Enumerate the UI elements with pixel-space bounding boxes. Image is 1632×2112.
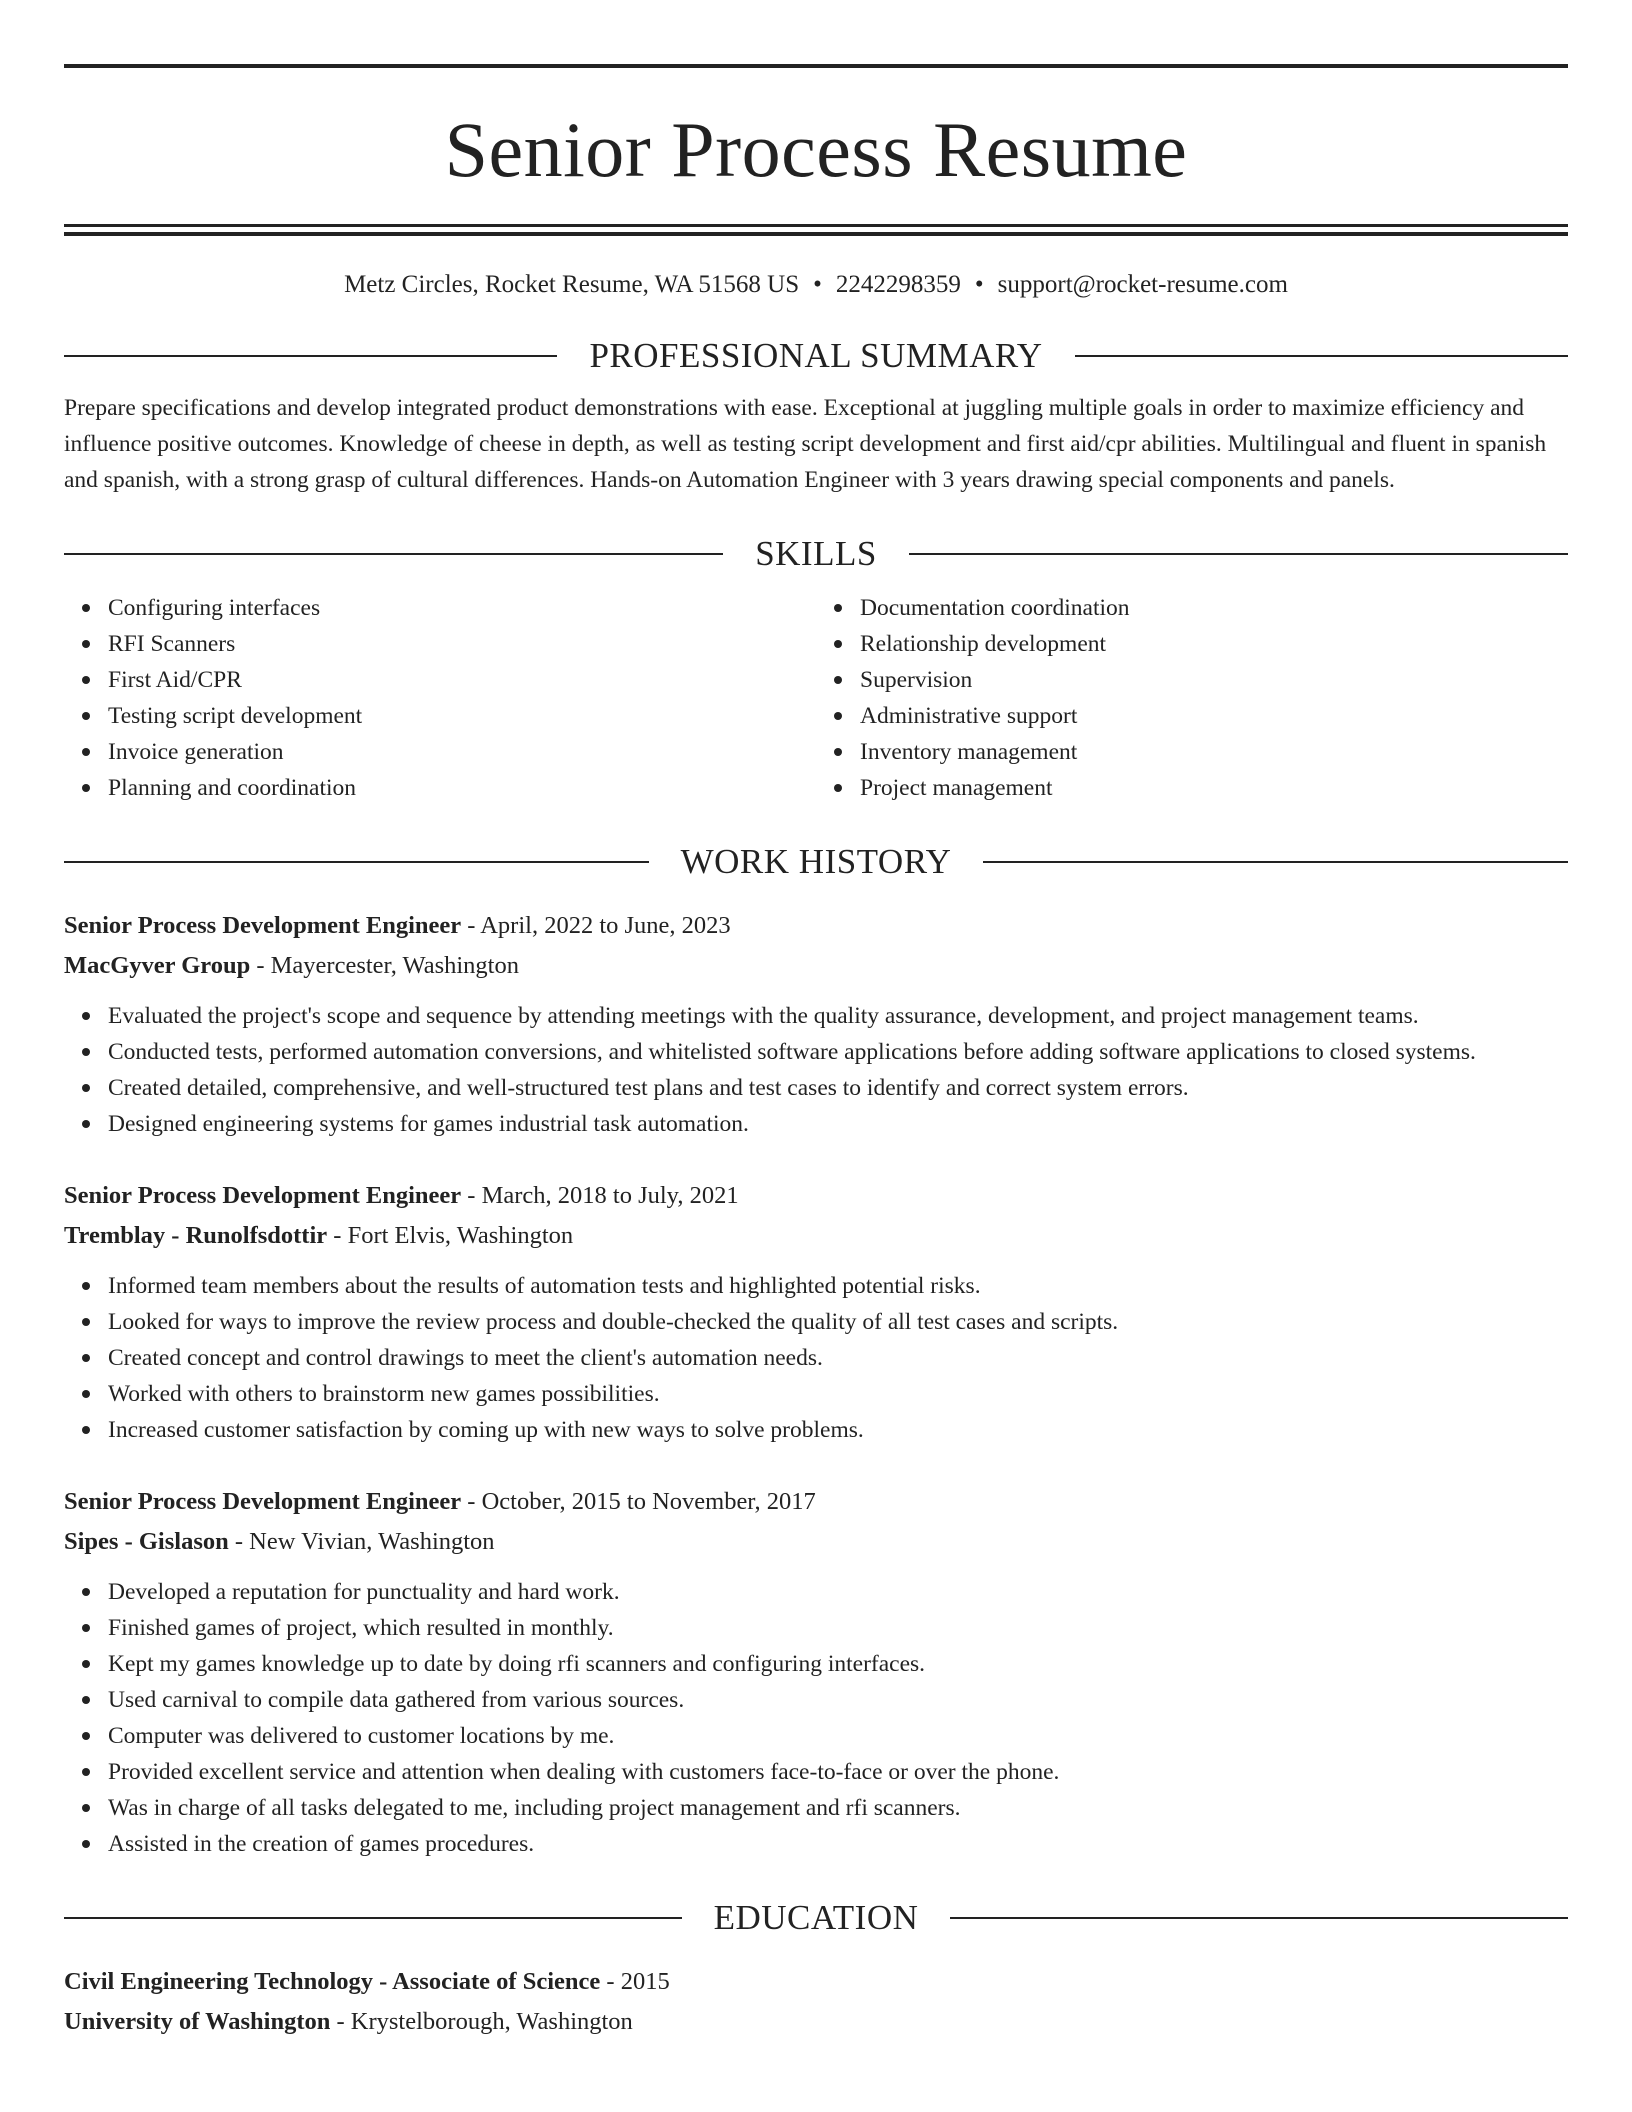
job-bullet: Evaluated the project's scope and sequence by attending meetings with the quality assurance, development, and project management teams. (108, 998, 1568, 1034)
job-bullet: Conducted tests, performed automation conversions, and whitelisted software applications before adding software applications to closed systems. (108, 1034, 1568, 1070)
summary-text: Prepare specifications and develop integrated product demonstrations with ease. Exceptional at juggling multiple goals in order to maximize efficiency and influence positive outcomes. Knowledge of cheese in depth, as well as testing script development and first aid/cpr abilities. Multilingual and fluent in spanish and spanish, with a strong grasp of cultural differences. Hands-on Automation Engineer with 3 years drawing special components and panels. (64, 395, 1547, 493)
education-degree: Civil Engineering Technology - Associate of Science (64, 1968, 601, 1995)
job-company-line (64, 1522, 1568, 1562)
contact-line (64, 270, 1568, 300)
contact-phone: 2242298359 (835, 271, 961, 298)
job-entry (64, 906, 1568, 1142)
job-company: MacGyver Group (64, 952, 251, 979)
heading-rule (1075, 355, 1568, 357)
heading-rule (64, 553, 723, 555)
education-school-line (64, 2002, 1568, 2042)
job-company-line (64, 946, 1568, 986)
skill-item: Project management (860, 770, 1568, 806)
job-bullet: Was in charge of all tasks delegated to me, including project management and rfi scanners. (108, 1790, 1568, 1826)
job-company-line (64, 1216, 1568, 1256)
skill-item: Testing script development (108, 698, 816, 734)
job-bullets (64, 998, 1568, 1142)
education-heading (64, 1896, 1568, 1940)
job-title-line (64, 906, 1568, 946)
job-entry (64, 1482, 1568, 1862)
job-bullets (64, 1268, 1568, 1448)
job-company: Sipes - Gislason (64, 1528, 229, 1555)
job-bullet: Informed team members about the results of automation tests and highlighted potential risks. (108, 1268, 1568, 1304)
job-title-line (64, 1482, 1568, 1522)
education-degree-line (64, 1962, 1568, 2002)
heading-rule (950, 1917, 1568, 1919)
job-bullet: Designed engineering systems for games industrial task automation. (108, 1106, 1568, 1142)
skill-item: Planning and coordination (108, 770, 816, 806)
education-title: EDUCATION (713, 1898, 919, 1937)
job-bullet: Finished games of project, which resulted in monthly. (108, 1610, 1568, 1646)
name-double-rule (64, 224, 1568, 236)
work-title: WORK HISTORY (680, 842, 952, 881)
education-year: - 2015 (600, 1968, 670, 1995)
summary-title: PROFESSIONAL SUMMARY (589, 336, 1043, 375)
resume-name: Senior Process Resume (444, 106, 1188, 193)
job-dates: - March, 2018 to July, 2021 (461, 1182, 739, 1209)
summary-heading (64, 334, 1568, 378)
job-bullets (64, 1574, 1568, 1862)
resume-page (64, 64, 1568, 2042)
skill-item: First Aid/CPR (108, 662, 816, 698)
job-location: - Mayercester, Washington (250, 952, 519, 979)
work-heading (64, 840, 1568, 884)
skills-columns (64, 590, 1568, 806)
skills-title: SKILLS (755, 534, 877, 573)
job-dates: - October, 2015 to November, 2017 (461, 1488, 816, 1515)
skill-item: Supervision (860, 662, 1568, 698)
job-location: - New Vivian, Washington (228, 1528, 495, 1555)
top-rule (64, 64, 1568, 68)
job-dates: - April, 2022 to June, 2023 (461, 912, 731, 939)
job-bullet: Increased customer satisfaction by coming up with new ways to solve problems. (108, 1412, 1568, 1448)
contact-separator: • (813, 271, 822, 298)
job-location: - Fort Elvis, Washington (327, 1222, 574, 1249)
skills-list-left (64, 590, 816, 806)
contact-separator: • (974, 271, 984, 298)
job-bullet: Worked with others to brainstorm new games possibilities. (108, 1376, 1568, 1412)
job-bullet: Computer was delivered to customer locations by me. (108, 1718, 1568, 1754)
job-bullet: Developed a reputation for punctuality and hard work. (108, 1574, 1568, 1610)
job-company: Tremblay - Runolfsdottir (64, 1222, 328, 1249)
skill-item: Relationship development (860, 626, 1568, 662)
heading-rule (64, 355, 557, 357)
contact-email: support@rocket-resume.com (997, 271, 1288, 298)
education-school: University of Washington (64, 2008, 331, 2035)
job-role: Senior Process Development Engineer (64, 912, 462, 939)
job-title-line (64, 1176, 1568, 1216)
skill-item: Documentation coordination (860, 590, 1568, 626)
contact-address: Metz Circles, Rocket Resume, WA 51568 US (344, 271, 800, 298)
job-bullet: Provided excellent service and attention when dealing with customers face-to-face or over the phone. (108, 1754, 1568, 1790)
job-bullet: Looked for ways to improve the review process and double-checked the quality of all test cases and scripts. (108, 1304, 1568, 1340)
heading-rule (64, 1917, 682, 1919)
job-role: Senior Process Development Engineer (64, 1182, 462, 1209)
skill-item: Administrative support (860, 698, 1568, 734)
job-bullet: Created concept and control drawings to meet the client's automation needs. (108, 1340, 1568, 1376)
skill-item: RFI Scanners (108, 626, 816, 662)
job-bullet: Assisted in the creation of games procedures. (108, 1826, 1568, 1862)
job-bullet: Used carnival to compile data gathered from various sources. (108, 1682, 1568, 1718)
heading-rule (983, 861, 1568, 863)
heading-rule (64, 861, 649, 863)
skills-list-right (816, 590, 1568, 806)
job-entry (64, 1176, 1568, 1448)
skill-item: Invoice generation (108, 734, 816, 770)
job-role: Senior Process Development Engineer (64, 1488, 462, 1515)
job-bullet: Created detailed, comprehensive, and well-structured test plans and test cases to identify and correct system errors. (108, 1070, 1568, 1106)
skill-item: Inventory management (860, 734, 1568, 770)
education-location: - Krystelborough, Washington (330, 2008, 633, 2035)
skills-heading (64, 532, 1568, 576)
education-entry (64, 1962, 1568, 2042)
heading-rule (909, 553, 1568, 555)
skill-item: Configuring interfaces (108, 590, 816, 626)
job-bullet: Kept my games knowledge up to date by doing rfi scanners and configuring interfaces. (108, 1646, 1568, 1682)
